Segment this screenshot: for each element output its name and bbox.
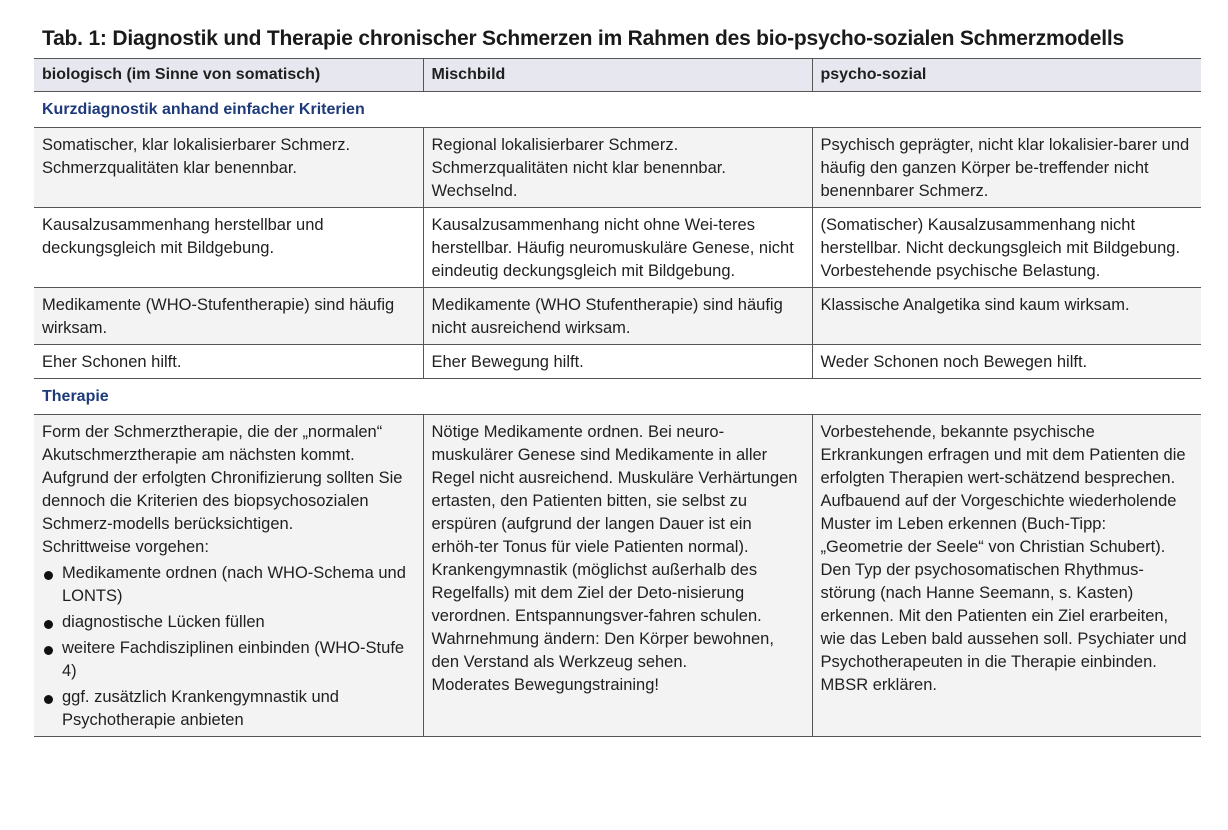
table-cell: Eher Schonen hilft. <box>34 345 423 379</box>
therapy-steps-label: Schrittweise vorgehen: <box>42 538 209 556</box>
table-cell: Klassische Analgetika sind kaum wirksam. <box>812 288 1201 345</box>
therapy-intro-text: Form der Schmerztherapie, die der „normalen“ Akutschmerztherapie am nächsten kommt. Aufgrund der erfolgten Chronifizierung sollten Sie dennoch die Kriterien des biopsychosozialen Schmerz-modells berücksichtigen. <box>42 423 403 533</box>
therapy-table <box>34 58 1201 737</box>
header-mixed: Mischbild <box>423 59 812 92</box>
list-item: Medikamente ordnen (nach WHO-Schema und LONTS) <box>42 562 415 608</box>
section-row-therapy <box>34 379 1201 415</box>
therapy-cell-mixed <box>423 415 812 737</box>
table-cell: Psychisch geprägter, nicht klar lokalisier-barer und häufig den ganzen Körper be-treffender nicht benennbarer Schmerz. <box>812 128 1201 208</box>
section-heading-diagnostics: Kurzdiagnostik anhand einfacher Kriterien <box>34 92 1201 128</box>
table-cell: Kausalzusammenhang herstellbar und deckungsgleich mit Bildgebung. <box>34 208 423 288</box>
table-row <box>34 208 1201 288</box>
therapy-mixed-last: Moderates Bewegungstraining! <box>431 676 659 694</box>
table-cell: Somatischer, klar lokalisierbarer Schmerz. Schmerzqualitäten klar benennbar. <box>34 128 423 208</box>
therapy-mixed-text: Nötige Medikamente ordnen. Bei neuro-muskulärer Genese sind Medikamente in aller Regel nicht ausreichend. Muskuläre Verhärtungen ertasten, den Patienten bitten, sie selbst zu erspüren (aufgrund der langen Dauer ist ein erhöh-ter Tonus für viele Patienten normal). Krankengymnastik (möglichst außerhalb des Regelfalls) mit dem Ziel der Deto-nisierung verordnen. Entspannungsver-fahren schulen. Wahrnehmung ändern: Den Körper bewohnen, den Verstand als Werkzeug sehen. <box>431 423 798 671</box>
list-item: weitere Fachdisziplinen einbinden (WHO-Stufe 4) <box>42 637 415 683</box>
section-row-diagnostics <box>34 92 1201 128</box>
list-item: ggf. zusätzlich Krankengymnastik und Psychotherapie anbieten <box>42 686 415 732</box>
table-cell: Medikamente (WHO-Stufentherapie) sind häufig wirksam. <box>34 288 423 345</box>
therapy-steps-list <box>42 562 415 732</box>
table-cell: Regional lokalisierbarer Schmerz. Schmerzqualitäten nicht klar benennbar. Wechselnd. <box>423 128 812 208</box>
header-row <box>34 59 1201 92</box>
table-cell: Medikamente (WHO Stufentherapie) sind häufig nicht ausreichend wirksam. <box>423 288 812 345</box>
table-cell: Kausalzusammenhang nicht ohne Wei-teres herstellbar. Häufig neuromuskuläre Genese, nicht eindeutig deckungsgleich mit Bildgebung. <box>423 208 812 288</box>
table-cell: Eher Bewegung hilft. <box>423 345 812 379</box>
list-item: diagnostische Lücken füllen <box>42 611 415 634</box>
header-biological: biologisch (im Sinne von somatisch) <box>34 59 423 92</box>
table-title: Tab. 1: Diagnostik und Therapie chronischer Schmerzen im Rahmen des bio-psycho-sozialen Schmerzmodells <box>42 27 1124 50</box>
table-row <box>34 288 1201 345</box>
table-cell: Weder Schonen noch Bewegen hilft. <box>812 345 1201 379</box>
table-cell: (Somatischer) Kausalzusammenhang nicht herstellbar. Nicht deckungsgleich mit Bildgebung. Vorbestehende psychische Belastung. <box>812 208 1201 288</box>
table-row <box>34 345 1201 379</box>
table-row <box>34 128 1201 208</box>
therapy-cell-psychosocial <box>812 415 1201 737</box>
therapy-row <box>34 415 1201 737</box>
therapy-cell-biological <box>34 415 423 737</box>
therapy-psychosocial-text: Vorbestehende, bekannte psychische Erkrankungen erfragen und mit dem Patienten die erfolgten Therapien wert-schätzend besprechen. Aufbauend auf der Vorgeschichte wiederholende Muster im Leben erkennen (Buch-Tipp: „Geometrie der Seele“ von Christian Schubert). Den Typ der psychosomatischen Rhythmus-störung (nach Hanne Seemann, s. Kasten) erkennen. Mit den Patienten ein Ziel erarbeiten, wie das Leben bald aussehen soll. Psychiater und Psychotherapeuten in die Therapie einbinden. MBSR erklären. <box>820 423 1187 694</box>
header-psychosocial: psycho-sozial <box>812 59 1201 92</box>
section-heading-therapy: Therapie <box>34 379 1201 415</box>
